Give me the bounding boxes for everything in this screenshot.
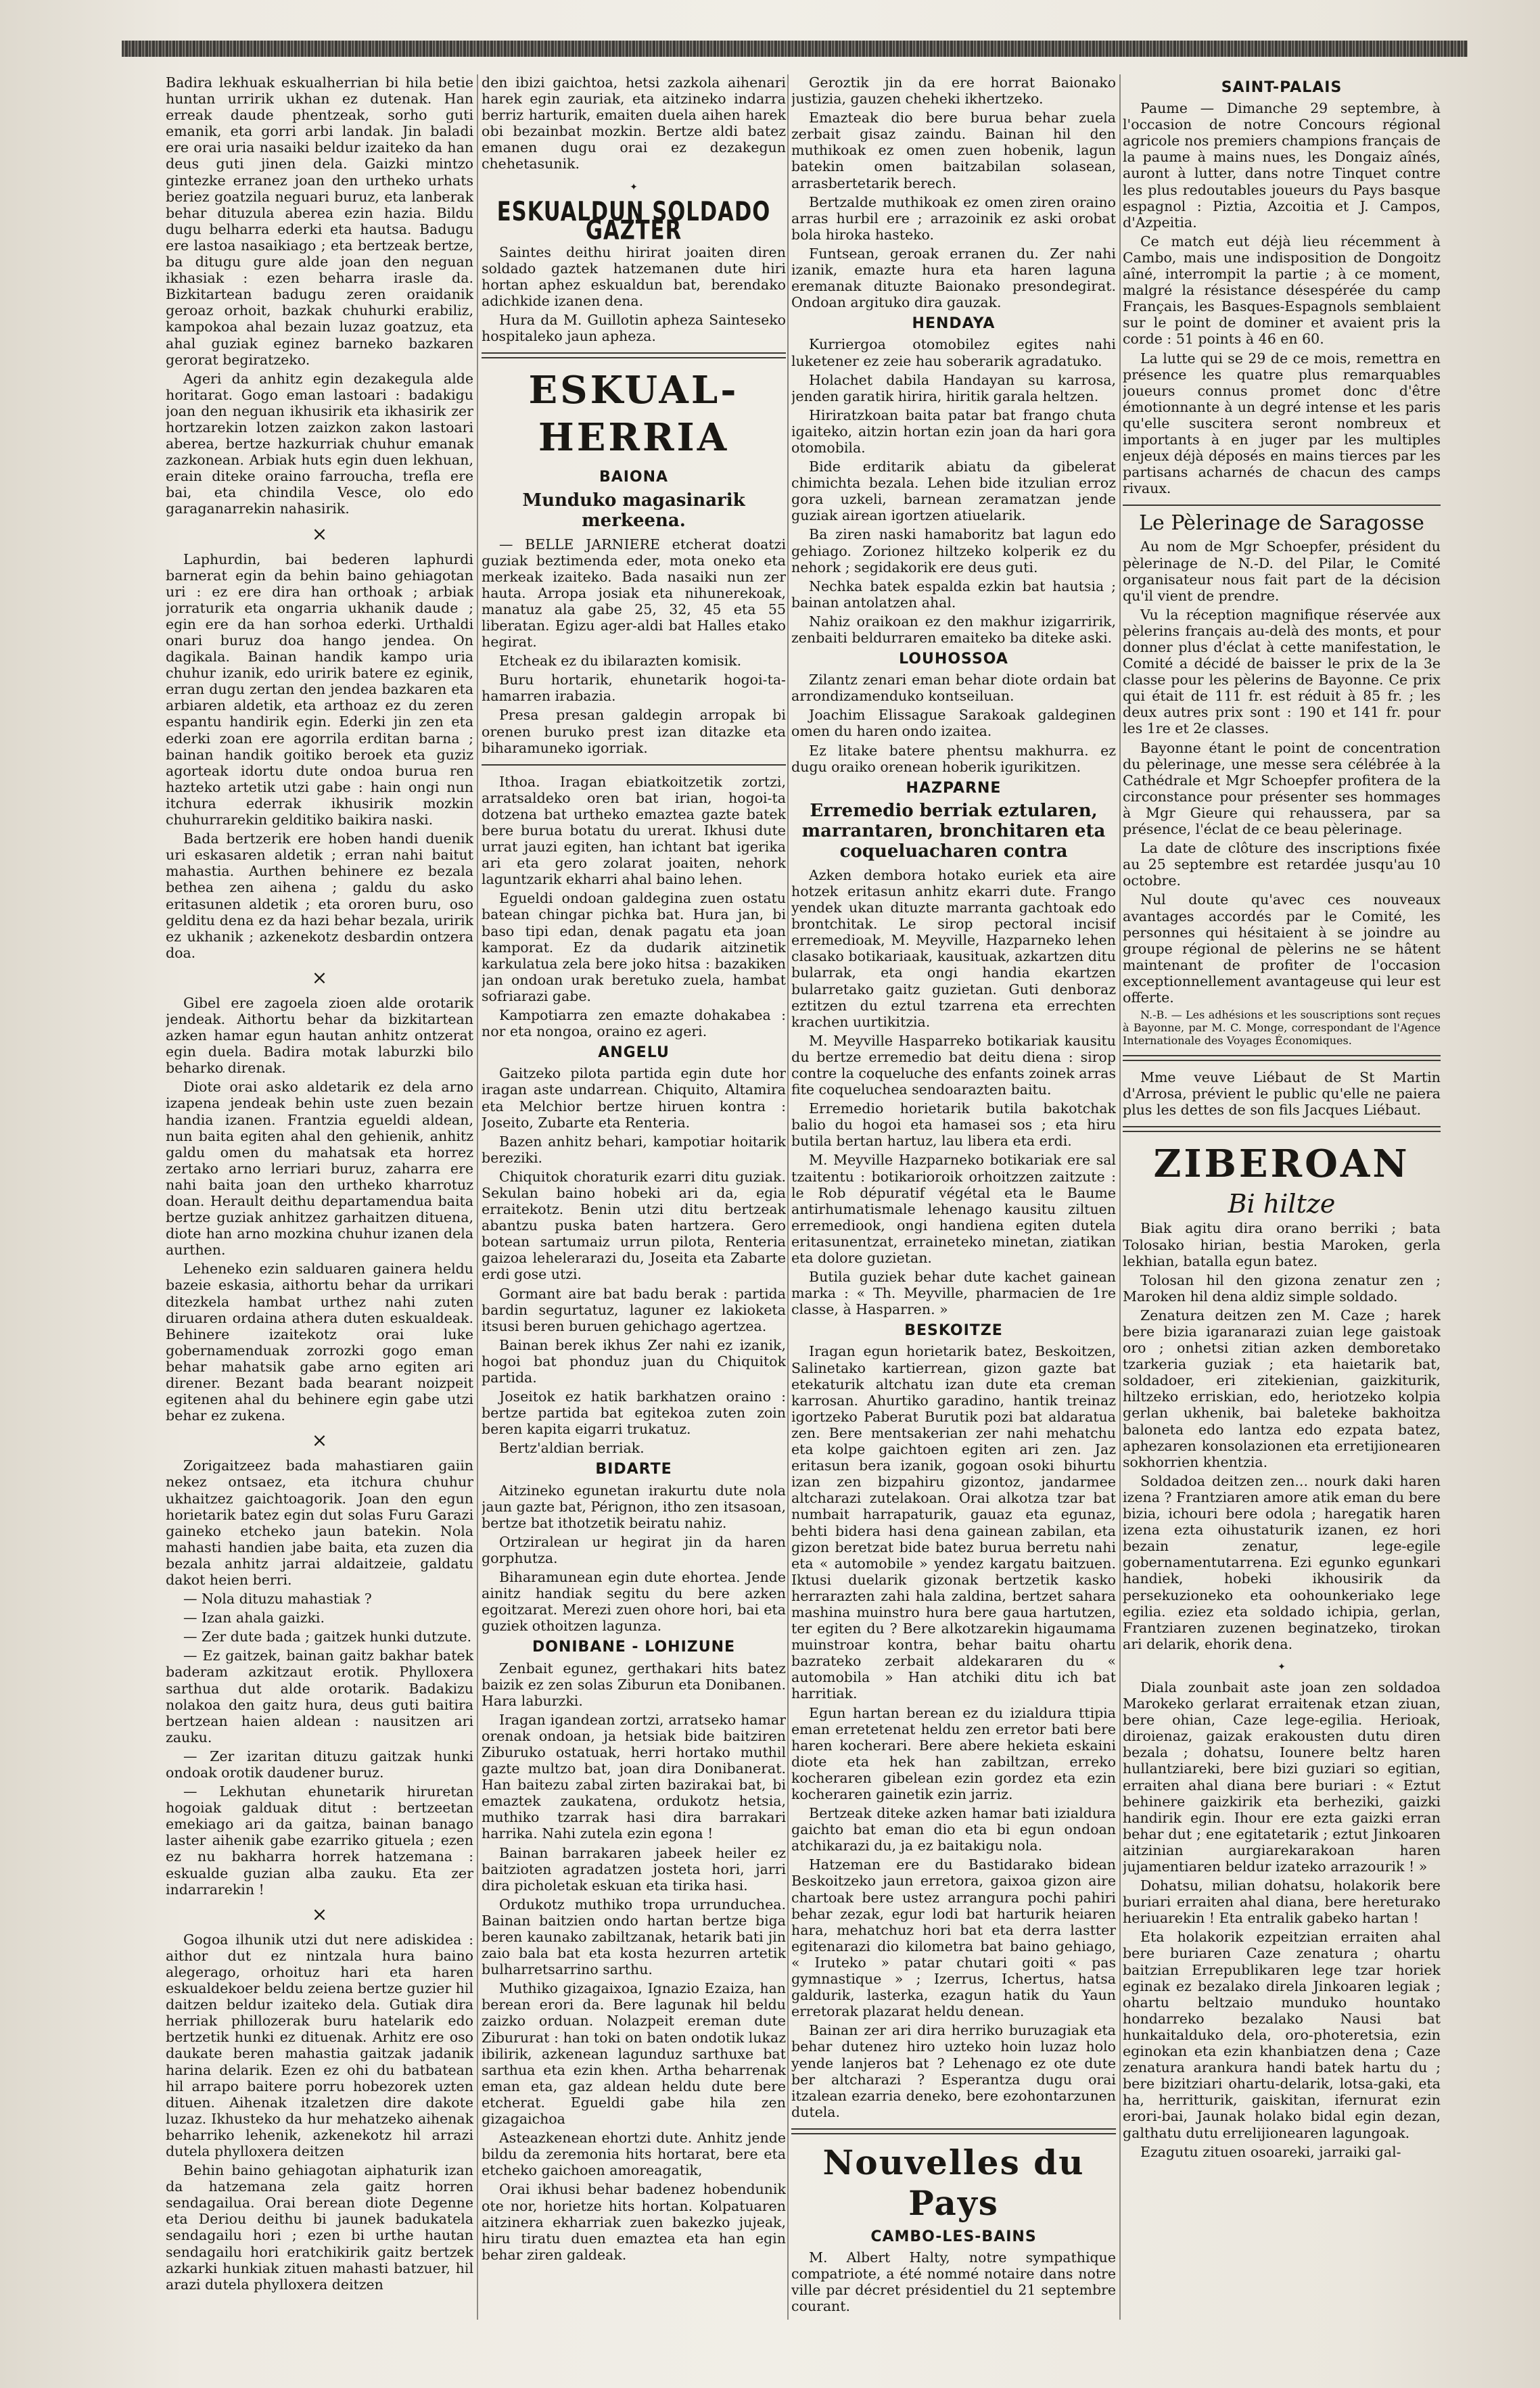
paragraph: Gibel ere zagoela zioen alde orotarik jendeak. Aithortu behar da bizkitartean azken hamar egun hautan anhitz ontzerat egin duela. Badira motak laburzki bilo beharko direnak. (166, 994, 473, 1077)
subheading: Erremedio berriak eztularen, marrantaren, bronchitaren eta coqueluacharen contra (801, 800, 1106, 862)
paragraph: M. Meyville Hazparneko botikariak ere sal tzaitentu : botikarioroik orhoitzzen zaitzute : le Rob dépuratif végétal eta le Baume antirhumatismale lehenago kausitu ziltuen erremediook, ongi handiena egiten dutela eritasunentzat, erraineteko minetan, ziatikan eta dolore guzietan. (791, 1152, 1116, 1266)
section-heading: DONIBANE - LOHIZUNE (532, 1639, 736, 1656)
paragraph: Gaitzeko pilota partida egin dute hor iragan aste undarrean. Chiquito, Altamira eta Melchior bertze hiruen kontra : Joseito, Zubarte eta Renteria. (482, 1065, 786, 1131)
paragraph: Kampotiarra zen emazte dohakabea : nor eta nongoa, oraino ez ageri. (482, 1007, 786, 1040)
paragraph: Egueldi ondoan galdegina zuen ostatu batean chingar pichka bat. Hura jan, bi baso tipi edan, denak pagatu eta joan kamporat. Ez da dudarik aitzinetik karkulatua zela bere joko hitsa : bazakiken jan ondoan urak beretuko zuela, hambat sofriarazi gabe. (482, 890, 786, 1004)
paragraph: Gogoa ilhunik utzi dut nere adiskidea : aithor dut ez nintzala hura baino alegerago, orhoituz hari eta haren eskualdekoer beldu zeiena bertze guzier hil daitzen beldur izaiteko dela. Gutiak dira herriak phillozerak buru hatelarik edo bertzetik hunki ez dituenak. Arhitz ere oso daukate beren mahastia gaitzak jadanik harina delarik. Ezen ez ohi du batbatean hil arrapo baitere porru hobezorek uzten dituen. Aihenak itzaletzen dire dakote luzaz. Ikhusteko da hur mehatzeko aihenak beharriko lehenik, azkenekotz hil arrazi dutela phylloxera deitzen (166, 1931, 473, 2159)
paragraph: Egun hartan berean ez du izialdura ttipia eman erretetenat heldu zen erretor bati bere haren kocherari. Bere abere hekieta eskaini diote eta hek han zabiltzan, erreko kocheraren gibelean ezin gordez eta ezin kocheraren gainetik ezin jarriz. (791, 1704, 1116, 1802)
rule (482, 352, 786, 358)
cross-separator: × (311, 522, 328, 545)
section-heading: BESKOITZE (904, 1322, 1003, 1340)
paragraph: Etcheak ez du ibilarazten komisik. (499, 653, 742, 670)
paragraph: M. Albert Halty, notre sympathique compatriote, a été nommé notaire dans notre ville par décret présidentiel du 21 septembre courant. (791, 2249, 1116, 2315)
paragraph: Bertzalde muthikoak ez omen ziren oraino arras hurbil ere ; arrazoinik ez aski orobat bola hiroka hasteko. (791, 193, 1116, 243)
paragraph: Ithoa. Iragan ebiatkoitzetik zortzi, arratsaldeko oren bat irian, hogoi-ta dotzena bat urtheko emaztea gazte batek bere burua botatu du urerat. Ikhusi dute urrat jauzi egiten, han ichtant bat igerika ari eta gero zolarat joaiten, nehork laguntzarik ekharri ahal baino lehen. (482, 773, 786, 888)
column-divider (1119, 74, 1121, 2320)
section-heading: SAINT-PALAIS (1221, 79, 1343, 96)
paragraph: Geroztik jin da ere horrat Baionako justizia, gauzen cheheki ikhertzeko. (791, 74, 1116, 108)
cross-separator: × (311, 1902, 328, 1925)
dialogue-line: — Lekhutan ehunetarik hiruretan hogoiak galduak ditut : bertzeetan emekiago ari da gaitza, bainan banago laster aihenik gabe ezarriko gituela ; ezen ez nu bakharra horrek hatzemana : eskualde guzian alba zauku. Eta zer indarrarekin ! (166, 1783, 473, 1898)
paragraph: Soldadoa deitzen zen... nourk daki haren izena ? Frantziaren amore atik eman du bere bizia, ichouri bere odola ; haregatik haren izena ezta oihustaturik izanen, ez hori bezain zenatur, lege-egile gobernamentutarrena. Ezi egunko egunkari handiek, hobeki ikhousirik da persekuzioneko eta oohounkeriako lege egilia. eziez eta soldado ichipia, gerlan, Frantziaren zuzenen beginatzeko, tirokan ari delarik, ehorik dena. (1123, 1472, 1441, 1652)
paragraph: Nahiz oraikoan ez den makhur izigarririk, zenbaiti beldurraren emaiteko ba diteke aski. (791, 613, 1116, 646)
dialogue-line: — Nola dituzu mahastiak ? (183, 1591, 372, 1608)
paragraph: Saintes deithu hirirat joaiten diren soldado gaztek hatzemanen dute hiri hortan aphez eskualdun bat, berendako adichkide izanen dena. (482, 243, 786, 310)
cross-separator: × (311, 966, 328, 989)
section-heading: ESKUALDUN SOLDADO GAZTER (496, 195, 771, 246)
section-heading: BAIONA (599, 469, 669, 486)
section-heading: HENDAYA (912, 315, 996, 333)
paragraph: Hura da M. Guillotin apheza Sainteseko hospitaleko jaun apheza. (482, 312, 786, 345)
column-divider (787, 74, 789, 2320)
section-heading: Le Pèlerinage de Saragosse (1139, 511, 1424, 536)
paragraph: Bainan berek ikhus Zer nahi ez izanik, hogoi bat phonduz juan du Chiquitok partida. (482, 1336, 786, 1386)
paragraph: Ageri da anhitz egin dezakegula alde horitarat. Gogo eman lastoari : badakigu joan den neguan ikhusirik eta ikhasirik zer hortzarekin lotzen zaizkon zakon lastoari aberea, bertze hazkurriak chuhur emanak zazkonean. Arbiak huts egin duen lekhuan, erain diteke oraino farroucha, trefla ere bai, eta chindila Vesce, olo edo garaganarrekin nahasirik. (166, 370, 473, 517)
dialogue-line: — Zer izaritan dituzu gaitzak hunki ondoak orotik daudener buruz. (166, 1748, 473, 1781)
paragraph: Bayonne étant le point de concentration du pèlerinage, une messe sera célébrée à la Cathédrale et Mgr Schoepfer profitera de la circonstance pour présenter ses hommages à Mgr Gieure qui rehaussera, par sa présence, l'éclat de ce beau pèlerinage. (1123, 739, 1441, 838)
rule (791, 2128, 1116, 2134)
paragraph: M. Meyville Hasparreko botikariak kausitu du bertze erremedio bat deitu diena : sirop contre la coqueluche des enfants zoinek arras fite coqueluchea sendoarazten baitu. (791, 1032, 1116, 1098)
footnote: N.-B. — Les adhésions et les souscriptions sont reçues à Bayonne, par M. C. Monge, correspondant de l'Agence Internationale des Voyages Économiques. (1123, 1008, 1441, 1048)
section-heading: ANGELU (598, 1044, 670, 1062)
paragraph: den ibizi gaichtoa, hetsi zazkola aihenari harek egin zauriak, eta aitzineko indarra berriz harturik, emaiten duela aihen harek obi bezainbat mozkin. Bertze aldi batez emanen dugu orai ez dezakegun chehetasunik. (482, 74, 786, 172)
notice: Mme veuve Liébaut de St Martin d'Arrosa, prévient le public qu'elle ne paiera plus les dettes de son fils Jacques Liébaut. (1123, 1069, 1441, 1119)
rule (1123, 1055, 1441, 1061)
dialogue-line: — Izan ahala gaizki. (183, 1610, 325, 1626)
paragraph: Zenatura deitzen zen M. Caze ; harek bere bizia igaranarazi zuian lege gaistoak oro ; onhetsi zitian azken demboretako tzarkeria guziak ; eta haietarik bat, soldadoer, eri zitekienian, gaizkiturik, hiltzeko erriskian, edo, heriotzeko kolpia gerlan ukhenik, bai baleteke bakhoitza baloneta edo lantza edo ezpata batez, aphezaren konsolazionen eta erretijionearen sokhorrien khentzia. (1123, 1307, 1441, 1470)
paragraph: Iragan igandean zortzi, arratseko hamar orenak ondoan, ja hetsiak bide baitziren Ziburuko ostatuak, herri hortako muthil gazte multzo bat, joan dira Donibanerat. Han baitezu zabal zirten bazirakai bat, bi emaztek zaukatena, ordukotz hetsia, muthiko tzarrak hasi dira barrakari harrika. Nahi zutela ezin egona ! (482, 1711, 786, 1842)
paragraph: Au nom de Mgr Schoepfer, président du pèlerinage de N.-D. del Pilar, le Comité organisateur nous fait part de la décision qu'il vient de prendre. (1123, 538, 1441, 604)
paragraph: Behin baino gehiagotan aiphaturik izan da hatzemana zela gaitz horren sendagailua. Orai berean diote Degenne eta Deriou deithu bi jaunek badukatela sendagailu hori ; ezen bi urthe hautan sendagailu hori eratchikirik gaitz bertzek azkarki hunkiak zituen mahasti batzuer, hil arazi dutela phylloxera deitzen (166, 2162, 473, 2293)
paragraph: Ordukotz muthiko tropa urrunduchea. Bainan baitzien ondo hartan bertze biga beren kaunako zabiltzanak, hetarik bati jin zaio bala bat eta kosta hezurren artetik bulharretsarrino sarthu. (482, 1896, 786, 1978)
paragraph: Bertzeak diteke azken hamar bati izialdura gaichto bat eman dio eta bi egun ondoan atchikarazi du, ja ez baitakigu nola. (791, 1805, 1116, 1854)
paragraph: Aitzineko egunetan irakurtu dute nola jaun gazte bat, Pérignon, itho zen itsasoan, bertze bat ithotzetik beiratu nahiz. (482, 1482, 786, 1531)
paragraph: Laphurdin, bai bederen laphurdi barnerat egin da behin baino gehiagotan uri : ez ere dira han orthoak ; arbiak jorraturik eta ongarria ukhanik daude ; egin ere da han sorhoa ederki. Urthaldi onari buruz doa hango jendea. On dagikala. Bainan handik kampo uria chuhur izanik, edo uririk batere ez eginik, erran dugu zertan den jendea bazkaren eta arbiaren aldetik, eta arthoaz ez du zeren espantu handirik egin. Ederki jin zen eta ederki zoan ere agorrila erditan barna ; bainan handik goitiko beroek eta guziz agorteak idortu dute ondoa burua ren hazteko artetik utzi gabe : hain ongi nun itchura ederrak ikhusirik mozkin chuhurrarekin gelditiko baikira naski. (166, 551, 473, 828)
star-separator: ✦ (1278, 1661, 1286, 1672)
paragraph: Gormant aire bat badu berak : partida bardin segurtatuz, laguner ez lakioketa itsusi beren buruen gehichago agertzea. (482, 1285, 786, 1334)
dialogue-line: — Zer dute bada ; gaitzek hunki dutzute. (183, 1629, 472, 1645)
subheading: Munduko magasinarik merkeena. (522, 490, 745, 531)
paragraph: Ezagutu zituen osoareki, jarraiki gal- (1140, 2143, 1401, 2160)
paragraph: Chiquitok choraturik ezarri ditu guziak. Sekulan baino hobeki ari da, egia erraitekotz. Benin utzi ditu bertzeak abantzu puska baten hartzera. Gero botean sartumaiz urrun pilota, Renteria gaizoa lehelerarazi du, Joseita eta Zabarte erdi gose utzi. (482, 1168, 786, 1283)
paragraph: Funtsean, geroak erranen du. Zer nahi izanik, emazte hura eta haren laguna eremanak dituzte Baionako presondegirat. Ondoan argituko dira gauzak. (791, 245, 1116, 311)
dialogue-line: — Ez gaitzek, bainan gaitz bakhar batek baderam azkitzaut erotik. Phylloxera sarthua dut alde orotarik. Badakizu nolakoa den gaitz hura, deus guti baitira bertzean haien aldean : nausitzen ari zauku. (166, 1647, 473, 1746)
paragraph: La lutte qui se 29 de ce mois, remettra en présence les quatre plus remarquables joueurs connus promet donc d'être émotionnante à un degré intense et les paris qu'elle suscitera seront nombreux et importants à en juger par les multiples enjeux déjà déposés en mains tierces par les partisans acharnés de chacun des camps rivaux. (1123, 350, 1441, 497)
paragraph: Bertz'aldian berriak. (499, 1440, 645, 1457)
paragraph: Ce match eut déjà lieu récemment à Cambo, mais une indisposition de Dongoitz aîné, interrompit la partie ; à ce moment, malgré la résistance désespérée du camp Français, les Basques-Espagnols semblaient sur le point de dominer et avaient pris la corde : 51 points à 46 en 60. (1123, 233, 1441, 348)
paragraph: Nechka batek espalda ezkin bat hautsia ; bainan antolatzen ahal. (791, 578, 1116, 611)
paragraph: Biak agitu dira orano berriki ; bata Tolosako hirian, bestia Maroken, gerla lekhian, batalla egun batez. (1123, 1220, 1441, 1269)
paragraph: Vu la réception magnifique réservée aux pèlerins français au-delà des monts, et pour donner plus d'éclat à cette manifestation, le Comité a décidé de baisser le prix de la 3e classe pour les pèlerins de Bayonne. Ce prix qui était de 111 fr. est réduit à 85 fr. ; les deux autres prix sont : 190 et 141 fr. pour les 1re et 2e classes. (1123, 606, 1441, 737)
paragraph: Bainan zer ari dira herriko buruzagiak eta behar dutenez hiro uzteko hoin luzaz holo yende lanjeros bat ? Lehenago ez ote dute ber altcharazi ? Esperantza dugu orai itzalean ezarria deneko, bere ezohontarzunen dutela. (791, 2022, 1116, 2120)
paragraph: Buru hortarik, ehunetarik hogoi-ta-hamarren irabazia. (482, 672, 786, 705)
paragraph: Zenbait egunez, gerthakari hits batez baizik ez zen solas Ziburun eta Donibanen. Hara laburzki. (482, 1660, 786, 1709)
paragraph: Ez litake batere phentsu makhurra. ez dugu oraiko orenean hoberik igurikitzen. (791, 742, 1116, 775)
section-heading: LOUHOSSOA (899, 651, 1008, 668)
paragraph: Bide erditarik abiatu da gibelerat chimichta bezala. Lehen bide itzulian erroz gora uzkeli, barnean zeramatzan jende guziak airean igortzen atiuelarik. (791, 459, 1116, 524)
paragraph: Azken dembora hotako euriek eta aire hotzek eritasun anhitz ekarri dute. Frango yendek ukan dituzte marranta gachtoak edo brontchitak. Le sirop pectoral incisif erremedioak, M. Meyville, Hazparneko lehen clasako botikariaak, kausituak, azkartzen ditu bularrak, eta ongi handia ekartzen bularretako gaitz guzietan. Guti denboraz eztitzen du eztul tzarrena eta errechten krachen uurtikitzia. (791, 866, 1116, 1030)
paragraph: Holachet dabila Handayan su karrosa, jenden garatik hirira, hiritik garala heltzen. (791, 371, 1116, 404)
paragraph: Iragan egun horietarik batez, Beskoitzen, Salinetako kartierrean, gizon gazte bat etekaturik altchatu izan dute eta creman karrosan. Ahurtiko garadino, hantik treinaz igortzeko Paberat Burutik pozi bat aldaratua zen. Bere mentsakerian zer nahi mehatchu eta kolpe gaichtoen egiten ari zen. Jaz eritasun bera izanik, gogoan osoki bihurtu izan zen bizpahiru gizontoz, jandarmee altcharazi zutelakoan. Orai alkotza tzar bat numbait harrapaturik, gauaz eta egunaz, behti bidera hasi dena gainean zabilan, eta gizon beretzat bide batez burua berretu nahi eta « automobile » yendez kargatu baitzuen. Iktusi duelarik gizonak bertzetik kasko herrarazten zahi hala zaldina, bertzet sahara mashina muinstro hura bere gaua hartutzen, ter egiten du ? Bere alkotzarekin higaumama muinstroar kontra, behar baitu ohartu bazrateko zerbait aldekararen du « automobila » Han atchiki ditu ich bat harritiak. (791, 1343, 1116, 1702)
rule (1123, 1126, 1441, 1132)
column-divider (477, 74, 478, 2320)
section-heading: HAZPARNE (906, 779, 1002, 797)
column-4 (1123, 74, 1441, 2326)
paragraph: Muthiko gizagaixoa, Ignazio Ezaiza, han berean erori da. Bere lagunak hil beldu zaizko orduan. Nolazpeit ereman dute Zibururat : han toki on baten ondotik lukaz ibilirik, azkenean lagunduz sarthuxe bat sarthua eta ezin khen. Artha beharrenak eman eta, gaz aldean heldu dute bere etcherat. Egueldi gabe hila zen gizagaichoa (482, 1980, 786, 2128)
paragraph: Paume — Dimanche 29 septembre, à l'occasion de notre Concours régional agricole nos premiers champions français de la paume à mains nues, les Dongaiz aînés, auront à lutter, dans notre Tinquet contre les plus redoutables joueurs du Pays basque espagnol : Piztia, Azcoitia et J. Campos, d'Azpeitia. (1123, 100, 1441, 231)
paragraph: Bazen anhitz behari, kampotiar hoitarik bereziki. (482, 1133, 786, 1166)
paragraph: Zilantz zenari eman behar diote ordain bat arrondizamenduko kontseiluan. (791, 672, 1116, 705)
column-1 (166, 74, 473, 2326)
paragraph: Diala zounbait aste joan zen soldadoa Marokeko gerlarat erraitenak etzan ziuan, bere ohian, Caze lege-egilia. Herioak, diroienaz, gaizak erakousten dutu diren bezala ; dohatsu, Iounere beltz haren hullantziareki, bere bizi guziari so egitian, erraiten ahal diana bere buriari : « Eztut behinere gaizkirik eta berheziki, gaizki handirik egin. Ihour ere ezta gaizki erran behar dut ; ene egitatetarik ; eztut Jinkoaren aitzinian aurgiarekarakoan haren jujamentiaren beldur izateko arrazourik ! » (1123, 1679, 1441, 1875)
paragraph: Ba ziren naski hamaboritz bat lagun edo gehiago. Zorionez hiltzeko kolperik ez du nehork ; segidakorik ere deus guti. (791, 526, 1116, 576)
paragraph: — BELLE JARNIERE etcherat doatzi guziak beztimenda eder, mota oneko eta merkeak izaiteko. Bada nasaiki nun zer hauta. Arropa josiak eta nihunerekoak, manatuz ala gabe 25, 32, 45 eta 55 liberatan. Egizu ager-aldi bat Halles etako hegirat. (482, 536, 786, 651)
paragraph: Eta holakorik ezpeitzian erraiten ahal bere buriaren Caze zenatura ; ohartu baitzian Errepublikaren lege tzar horiek eginak ez bezalako direla Jinkoaren legiak ; ohartu beltzaio munduko hountako hondarreko bezalako Nausi bat hunkaitalduko dela, oro-photeretsia, ezin eginokan eta ezin khanbiatzen dena ; Caze zenatura arankura handi batek hartu du ; bere bizitziari ohartu-delarik, lotsa-gaki, eta ha, herritturik, gaiskitan, ifernurat ezin erori-bai, Jaunak holako bidal egin dezan, galthatu dutu errelijionearen lagungoak. (1123, 1929, 1441, 2141)
column-2 (482, 74, 786, 2326)
paragraph: Bainan barrakaren jabeek heiler ez baitzioten agradatzen josteta hori, jarri dira picholetak eskuan eta tirika hasi. (482, 1844, 786, 1894)
paragraph: Hiriratzkoan baita patar bat frango chuta igaiteko, aitzin hortan ezin joan da hari gora otomobila. (791, 406, 1116, 456)
rule (482, 764, 786, 766)
masthead-eskual-herria: ESKUAL-HERRIA (528, 368, 739, 461)
paragraph: Bada bertzerik ere hoben handi duenik uri eskasaren aldetik ; erran nahi baitut mahastia. Aurthen behinere ez bezala bethea zen aihena ; galdu du asko eritasunen aldetik ; eta ororen buru, oso gelditu dena ez da hazi behar bezala, uririk ez ukhanik ; azkenekotz desbardin ontzera doa. (166, 830, 473, 961)
paragraph: Ortziralean ur hegirat jin da haren gorphutza. (482, 1533, 786, 1566)
paragraph: Joseitok ez hatik barkhatzen oraino : bertze partida bat egitekoa zuten zoin beren kapita eigarri trukatuz. (482, 1388, 786, 1438)
paragraph: Zorigaitzeez bada mahastiaren gaiin nekez ontsaez, eta itchura chuhur ukhaitzez gaichtoagorik. Joan den egun horietarik batez egin dut solas Furu Garazi gaineko etcheko jaun batekin. Nola mahasti handien jabe baita, eta zuzen dia bezala anhitz jarrai aldaitzeie, galdatu dakot heien berri. (166, 1457, 473, 1588)
paragraph: Asteazkenean ehortzi dute. Anhitz jende bildu da zeremonia hits hortarat, bere eta etcheko gaichoen amoreagatik, (482, 2130, 786, 2179)
paragraph: Orai ikhusi behar badenez hobendunik ote nor, horietze hits hortan. Kolpatuaren aitzinera ekharriak zuen bakezko jujeak, hiru tiratu duen emaztea eta han egin behar ziren galdeak. (482, 2181, 786, 2263)
paragraph: Tolosan hil den gizona zenatur zen ; Maroken hil dena aldiz simple soldado. (1123, 1271, 1441, 1305)
star-separator: ✦ (630, 181, 638, 193)
section-masthead-nouvelles: Nouvelles du Pays (822, 2142, 1085, 2223)
paragraph: Nul doute qu'avec ces nouveaux avantages accordés par le Comité, les personnes qui hésitaient à se joindre au groupe régional de pèlerins ne se hâtent maintenant de profiter de l'occasion exceptionnellement avantageuse qui leur est offerte. (1123, 891, 1441, 1006)
paragraph: Kurriergoa otomobilez egites nahi luketener ez zeie hau soberarik agradatuko. (791, 336, 1116, 369)
section-heading: BIDARTE (595, 1461, 672, 1478)
section-heading: CAMBO-LES-BAINS (870, 2228, 1037, 2245)
paragraph: Joachim Elissague Sarakoak galdeginen omen du haren ondo izaitea. (791, 707, 1116, 740)
article-title: Bi hiltze (1228, 1189, 1336, 1219)
paragraph: Dohatsu, milian dohatsu, holakorik bere buriari erraiten ahal diana, bere hereturako heriuarekin ! Eta entralik gabeko hartan ! (1123, 1877, 1441, 1927)
column-3 (791, 74, 1116, 2326)
paragraph: Leheneko ezin salduaren gainera heldu bazeie eskasia, aithortu behar da urrikari ditezkela hambat urthez nahi zuten diruaren ordaina athera duten eskualdeak. Behinere izaitekotz orai luke gobernamenduak zorrozki gogo eman behar mahatsik gabe arno egiten ari direner. Bezant bada bearant noizpeit egitenen ahal du behinere egin gabe utzi behar ez zukena. (166, 1261, 473, 1424)
paragraph: Butila guziek behar dute kachet gainean marka : « Th. Meyville, pharmacien de 1re classe, à Hasparren. » (791, 1269, 1116, 1318)
rule (1123, 505, 1441, 506)
paragraph: Presa presan galdegin arropak bi orenen buruko prest izan ditazke eta biharamuneko igorriak. (482, 707, 786, 756)
paragraph: La date de clôture des inscriptions fixée au 25 septembre est retardée jusqu'au 10 octobre. (1123, 840, 1441, 889)
paragraph: Hatzeman ere du Bastidarako bidean Beskoitzeko jaun erretora, gaixoa gizon aire chartoak bere ustez arrangura pochi pahiri behar zezak, egur lodi bat harturik heiaren hara, mehatchuz hori bat eta derra lastter egitenarazi dio kilometra bat baino gehiago, « Iruteko » patar chutari goiti « pas gymnastique » ; Izerrus, Ichertus, hatsa galdurik, lasterka, ezagun hatik du Yaun erretorak plazarat heldu denean. (791, 1856, 1116, 2020)
cross-separator: × (311, 1429, 328, 1452)
paragraph: Emazteak dio bere burua behar zuela zerbait gisaz zaindu. Bainan hil den muthikoak ez omen zuen hobenik, lagun batekin omen baitzabilan solasean, arrasbertetarik berech. (791, 110, 1116, 191)
paragraph: Badira lekhuak eskualherrian bi hila betie huntan urririk ukhan ez dutenak. Han erreak daude phentzeak, sorho guti emanik, eta gorri arbi landak. Jin baladi ere orai uria nasaiki beldur izaiteko da han deus guti jinen dela. Gaizki mintzo gintezke erranez joan den urtheko urhats beriez goatzila neguari buruz, eta lanberak behar dituzula aberea ezin hazia. Bildu dugu belharra ederki eta hautsa. Badugu ere lastoa nasaikiago ; eta bertzeak bertze, ba ditugu gure alde joan den neguan ikhasiak : ezen beharra irasle da. Bizkitartean badugu zeren oraidanik geroaz orhoit, bazkak chuhurki erabiliz, kampokoa ahal bezain luzaz goatzuz, eta ahal guziak eginez barneko bazkaren gerorat begiratzeko. (166, 74, 473, 368)
paragraph: Diote orai asko aldetarik ez dela arno izapena jendeak behin uste zuen bezain handia izanen. Frantzia egueldi aldean, nun baita egiten ahal den gehienik, anhitz galdu omen du mahatsak eta horrez zertako arno lerriari buruz, zaharra ere nahi baita joan den urtheko kharrotuz doan. Herault deithu departamendua baita bertze guziak anhitzez garhaitzen dituena, diote han arno mozkina chuhur izanen dela aurthen. (166, 1079, 473, 1259)
top-border-band (122, 41, 1468, 57)
paragraph: Erremedio horietarik butila bakotchak balio du hogoi eta hamasei sos ; eta hiru butila bertan hartuz, lau libera eta erdi. (791, 1100, 1116, 1150)
section-masthead-ziberoan: ZIBEROAN (1153, 1142, 1410, 1187)
paragraph: Biharamunean egin dute ehortea. Jende ainitz handiak segitu du bere azken egoitzarat. Merezi zuen ohore hori, bai eta guziek othoitzen lagunza. (482, 1569, 786, 1635)
